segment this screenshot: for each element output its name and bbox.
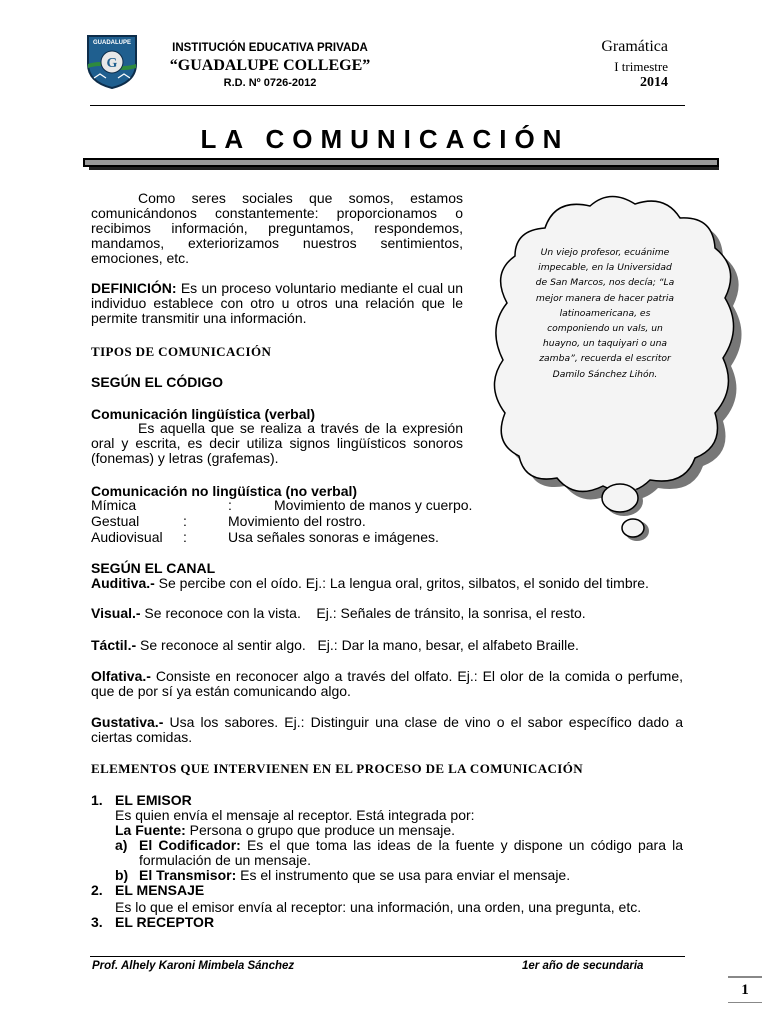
noling-sep: : — [228, 497, 232, 513]
fuente-label: La Fuente: — [115, 822, 186, 838]
emisor-text: Es quien envía el mensaje al receptor. Está integrada por: — [115, 807, 475, 823]
canal-text: Se reconoce al sentir algo. Ej.: Dar la mano, besar, el alfabeto Braille. — [136, 637, 579, 653]
tipos-heading: TIPOS DE COMUNICACIÓN — [91, 344, 272, 359]
noling-desc: Usa señales sonoras e imágenes. — [228, 529, 439, 545]
noling-desc: Movimiento de manos y cuerpo. — [274, 497, 473, 513]
codificador-item — [139, 838, 683, 868]
item-a-mark: a) — [115, 837, 128, 853]
transmisor-text: Es el instrumento que se usa para enviar el mensaje. — [236, 867, 571, 883]
noling-term: Gestual — [91, 513, 140, 529]
intro-paragraph: Como seres sociales que somos, estamos comunicándonos constantemente: proporcionamos o recibimos información, preguntamos, respondemos, mandamos, exteriorizamos nuestros sentimientos, emociones, etc. — [91, 190, 463, 266]
fuente-text: Persona o grupo que produce un mensaje. — [185, 822, 456, 838]
college-name: “GUADALUPE COLLEGE” — [169, 57, 371, 74]
title-bar — [83, 158, 719, 167]
canal-label: Táctil.- — [91, 637, 137, 653]
noling-heading: Comunicación no lingüística (no verbal) — [91, 483, 358, 499]
ling-heading: Comunicación lingüística (verbal) — [91, 406, 316, 422]
fuente-item — [115, 823, 455, 838]
term: I trimestre — [614, 59, 668, 74]
definition-paragraph — [91, 281, 463, 326]
item-b-mark: b) — [115, 867, 129, 883]
emisor-num: 1. — [91, 792, 103, 808]
footer-grade: 1er año de secundaria — [522, 960, 644, 972]
year: 2014 — [640, 75, 668, 90]
noling-term: Mímica — [91, 497, 137, 513]
canal-label: Olfativa.- — [91, 668, 151, 684]
canal-item — [91, 606, 683, 621]
school-logo — [86, 34, 138, 90]
codificador-label: El Codificador: — [139, 837, 241, 853]
cloud-quote: Un viejo profesor, ecuánime impecable, en la Universidad de San Marcos, nos decía; “La mejor manera de hacer patria latinoamericana, es componiendo un vals, un huayno, un taquiyari o una zamba”, recuerda el escritor Damilo Sánchez Lihón. — [535, 247, 675, 380]
receptor-num: 3. — [91, 914, 103, 930]
logo-letter: G — [106, 56, 118, 71]
canal-text: Se reconoce con la vista. Ej.: Señales de tránsito, la sonrisa, el resto. — [140, 605, 586, 621]
canal-label: Visual.- — [91, 605, 141, 621]
transmisor-item — [139, 868, 570, 883]
canal-label: Auditiva.- — [91, 575, 155, 591]
resolution-number: R.D. Nº 0726-2012 — [223, 77, 317, 89]
subject: Gramática — [601, 38, 668, 55]
canal-text: Se percibe con el oído. Ej.: La lengua oral, gritos, silbatos, el sonido del timbre. — [154, 575, 649, 591]
logo-text: GUADALUPE — [92, 40, 132, 46]
receptor-title: EL RECEPTOR — [115, 914, 215, 930]
canal-item — [91, 669, 683, 699]
title-bar-shadow — [89, 167, 719, 170]
mensaje-num: 2. — [91, 882, 103, 898]
page-number: 1 — [728, 976, 762, 1003]
canal-text: Usa los sabores. Ej.: Distinguir una clase de vino o el sabor específico dado a ciertas comidas. — [91, 714, 683, 745]
codificador-text: Es el que toma las ideas de la fuente y dispone un código para la formulación de un mensaje. — [139, 837, 684, 868]
canal-label: Gustativa.- — [91, 714, 164, 730]
ling-text: Es aquella que se realiza a través de la expresión oral y escrita, es decir utiliza signos lingüísticos sonoros (fonemas) y letras (grafemas). — [91, 420, 463, 466]
page-title: LA COMUNICACIÓN — [200, 124, 570, 154]
emisor-title: EL EMISOR — [115, 792, 192, 808]
noling-term: Audiovisual — [91, 529, 163, 545]
canal-item — [91, 638, 683, 653]
definition-text: Es un proceso voluntario mediante el cual un individuo establece con otro u otros una relación que le permite transmitir una información. — [91, 280, 463, 326]
mensaje-title: EL MENSAJE — [115, 882, 205, 898]
canal-item — [91, 576, 683, 591]
codigo-heading: SEGÚN EL CÓDIGO — [91, 374, 223, 390]
canal-item — [91, 715, 683, 745]
noling-desc: Movimiento del rostro. — [228, 513, 366, 529]
definition-label: DEFINICIÓN: — [91, 280, 177, 296]
mensaje-text: Es lo que el emisor envía al receptor: una información, una orden, una pregunta, etc. — [115, 899, 642, 915]
institution-name: INSTITUCIÓN EDUCATIVA PRIVADA — [172, 42, 368, 54]
transmisor-label: El Transmisor: — [139, 867, 237, 883]
canal-text: Consiste en reconocer algo a través del olfato. Ej.: El olor de la comida o perfume, que de por sí ya están comunicando algo. — [91, 668, 683, 699]
footer-author: Prof. Alhely Karoni Mimbela Sánchez — [92, 960, 295, 972]
elementos-heading: ELEMENTOS QUE INTERVIENEN EN EL PROCESO DE LA COMUNICACIÓN — [91, 761, 584, 776]
header-divider — [90, 105, 685, 106]
canal-heading: SEGÚN EL CANAL — [91, 560, 216, 576]
noling-sep: : — [183, 529, 187, 545]
noling-sep: : — [183, 513, 187, 529]
footer-divider — [90, 956, 685, 957]
